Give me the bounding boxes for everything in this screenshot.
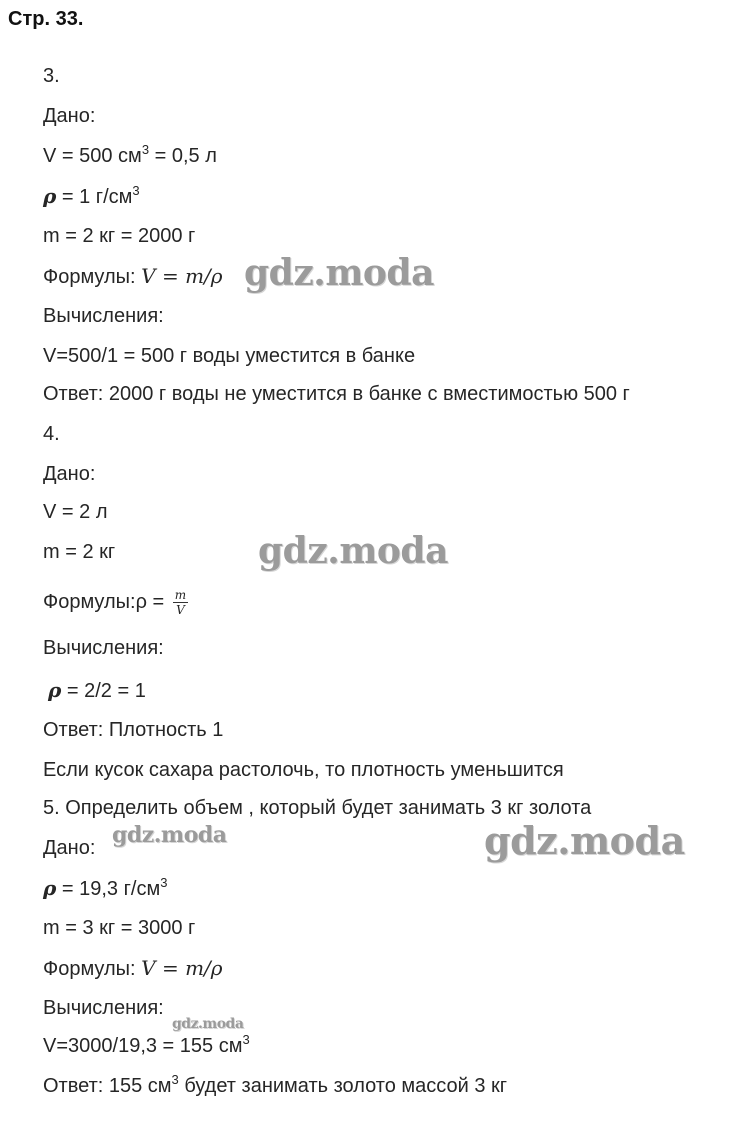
task-3-given-label: Дано:: [43, 105, 96, 127]
watermark: gdz.moda: [258, 530, 448, 572]
task-3-formulas: [43, 264, 223, 289]
task-3-volume-exp: 3: [141, 142, 150, 157]
task-5-mass: m = 3 кг = 3000 г: [43, 917, 196, 939]
task-4-calc: [48, 678, 146, 703]
task-4-given-label: Дано:: [43, 463, 96, 485]
task-5-calc-label: Вычисления:: [43, 997, 164, 1019]
task-3-density-exp: 3: [132, 183, 140, 198]
task-5-density-text: = 19,3 г/см: [56, 878, 161, 900]
rho-symbol: ρ: [48, 678, 62, 702]
task-3-formula: V = m/ρ: [141, 264, 223, 288]
rho-symbol: ρ: [43, 184, 57, 208]
task-3-density-text: = 1 г/см: [56, 186, 133, 208]
task-4-note: Если кусок сахара растолочь, то плотность уменьшится: [43, 759, 564, 781]
task-4-mass: m = 2 кг: [43, 541, 116, 563]
task-3-answer: Ответ: 2000 г воды не уместится в банке с вместимостью 500 г: [43, 383, 630, 405]
task-5-answer: [43, 1074, 507, 1098]
task-4-fraction-denominator: V: [176, 603, 185, 617]
task-4-answer: Ответ: Плотность 1: [43, 719, 224, 741]
task-5-calc-text: V=3000/19,3 = 155 см: [43, 1035, 243, 1057]
task-5-density: [43, 876, 167, 901]
task-5-calc-exp: 3: [242, 1032, 250, 1047]
task-3-volume-text: V = 500 см: [43, 145, 142, 167]
task-5-calc: [43, 1034, 250, 1058]
watermark: gdz.moda: [244, 252, 434, 294]
task-4-fraction-numerator: m: [174, 588, 187, 602]
task-5-density-exp: 3: [160, 875, 168, 890]
watermark: gdz.moda: [484, 818, 685, 863]
task-5-title: 5. Определить объем , который будет занимать 3 кг золота: [43, 797, 592, 819]
task-5-formulas-label: Формулы:: [43, 958, 142, 980]
page-title: Стр. 33.: [8, 8, 84, 30]
task-4-calc-text: = 2/2 = 1: [61, 680, 146, 702]
rho-symbol: ρ: [43, 876, 57, 900]
task-3-density: [43, 184, 140, 209]
task-3-mass: m = 2 кг = 2000 г: [43, 225, 196, 247]
task-5-answer-start: Ответ: 155 см: [43, 1075, 172, 1097]
task-3-calc: V=500/1 = 500 г воды уместится в банке: [43, 345, 416, 367]
task-4-formulas-label: Формулы:ρ =: [43, 590, 170, 613]
task-3-volume-rest: = 0,5 л: [149, 145, 217, 167]
watermark: gdz.moda: [112, 822, 227, 848]
watermark: gdz.moda: [172, 1016, 244, 1032]
task-5-given-label: Дано:: [43, 837, 96, 859]
task-3-volume: [43, 144, 217, 168]
task-3-calc-label: Вычисления:: [43, 305, 164, 327]
task-4-fraction: [173, 588, 188, 617]
task-5-formula: V = m/ρ: [141, 956, 223, 980]
task-5-formulas: [43, 956, 223, 981]
task-3-formulas-label: Формулы:: [43, 266, 142, 288]
task-5-answer-exp: 3: [171, 1072, 179, 1087]
task-4-formulas: [43, 588, 188, 617]
task-3-number: 3.: [43, 65, 60, 87]
task-4-volume: V = 2 л: [43, 501, 108, 523]
task-4-number: 4.: [43, 423, 60, 445]
task-4-calc-label: Вычисления:: [43, 637, 164, 659]
task-5-answer-rest: будет занимать золото массой 3 кг: [178, 1075, 508, 1097]
